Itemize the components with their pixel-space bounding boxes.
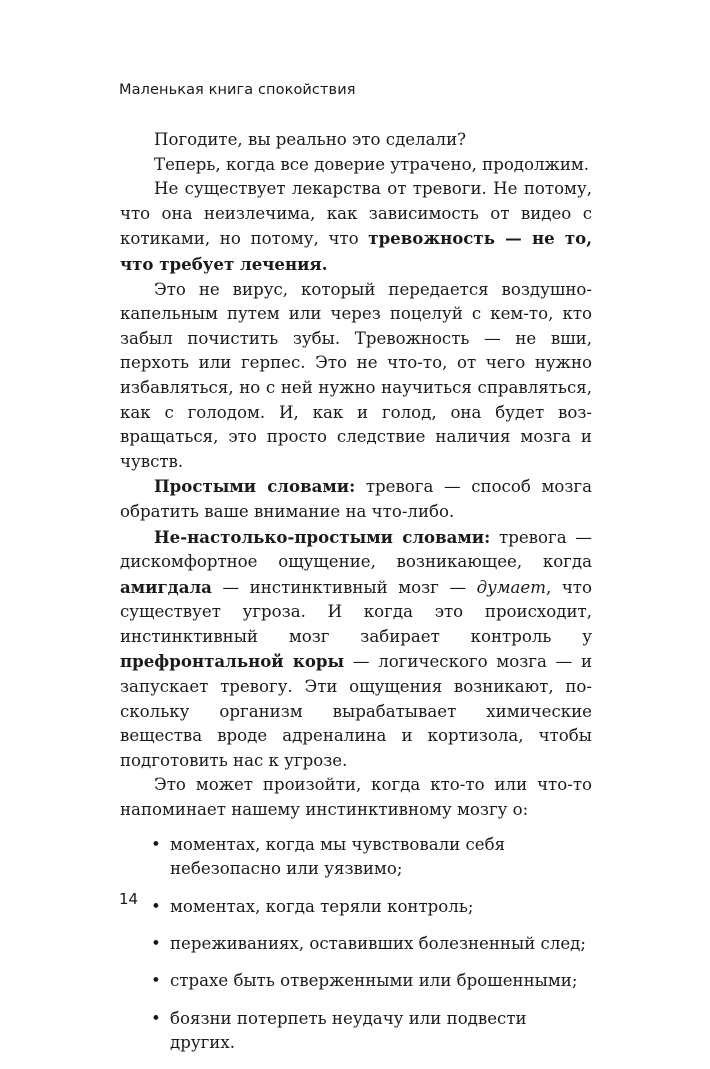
list-item-text: страхе быть отверженными или брошенными; [170, 971, 578, 991]
body-text [120, 128, 592, 1069]
paragraph-6-bold-amygdala: амигдала [120, 576, 212, 597]
list-item [120, 895, 592, 920]
list-item-text: боязни потерпеть неудачу или подвести других. [170, 1008, 527, 1053]
paragraph-3-text: Не существует лекарства от тревоги. Не потому, что она неизлечима, как зависимость от видео с котиками, но потому, что [120, 179, 592, 249]
bullet-marker: • [151, 896, 161, 916]
paragraph-6-text-c: , что существует угроза. И когда это происходит, инстинктивный мозг забирает контроль у [120, 577, 592, 646]
paragraph-3 [120, 177, 592, 277]
paragraph-6-text-d: — логического мозга — и запускает тревогу. Эти ощущения возникают, поскольку организм вырабатывает химические вещества вроде адреналина и кортизола, чтобы подготовить нас к угрозе. [120, 652, 593, 770]
bullet-marker: • [151, 934, 161, 953]
list-item-text: переживаниях, оставивших болезненный след; [170, 934, 586, 953]
paragraph-6-italic: думает [476, 577, 546, 597]
paragraph-6-text-b: — инстинктивный мозг — [211, 577, 477, 597]
paragraph-3-bold: тревожность — не то, что требует лечения. [120, 228, 593, 274]
bullet-marker: • [151, 834, 161, 854]
bullet-list [120, 833, 592, 1056]
paragraph-1: Погодите, вы реально это сделали? [154, 130, 467, 149]
list-item [120, 1007, 592, 1056]
list-item [120, 932, 592, 957]
running-head-title: Маленькая книга спокойствия [119, 82, 356, 98]
paragraph-5-text: тревога — способ мозга обратить ваше внимание на что-либо. [120, 477, 592, 521]
paragraph-6-bold-lead: Не-настолько-простыми словами: [154, 526, 491, 547]
paragraph-6 [120, 525, 592, 774]
list-item [120, 833, 592, 882]
paragraph-7: Это может произойти, когда кто-то или что-то напоминает нашему инстинктивному мозгу о: [120, 775, 592, 820]
paragraph-6-text-a: тревога — дискомфортное ощущение, возникающее, когда [120, 527, 592, 572]
paragraph-6-bold-cortex: префронтальной коры [120, 651, 345, 672]
paragraph-4: Это не вирус, который передается воздушно-капельным путем или через поцелуй с кем-то, кто забыл почистить зубы. Тревожность — не вши, перхоть или герпес. Это не что-то, от чего нужно избавляться, но с ней нужно научиться справляться, как с голодом. И, как и голод, она будет возвращаться, это просто следствие наличия мозга и чувств. [120, 279, 592, 471]
page-number: 14 [119, 890, 139, 908]
bullet-marker: • [151, 1008, 161, 1028]
paragraph-5 [120, 474, 592, 524]
bullet-marker: • [151, 971, 161, 991]
paragraph-5-bold: Простыми словами: [154, 476, 356, 497]
list-item [120, 969, 592, 994]
list-item-text: моментах, когда мы чувствовали себя небезопасно или уязвимо; [170, 834, 506, 879]
paragraph-2: Теперь, когда все доверие утрачено, продолжим. [154, 154, 590, 174]
list-item-text: моментах, когда теряли контроль; [170, 896, 474, 916]
